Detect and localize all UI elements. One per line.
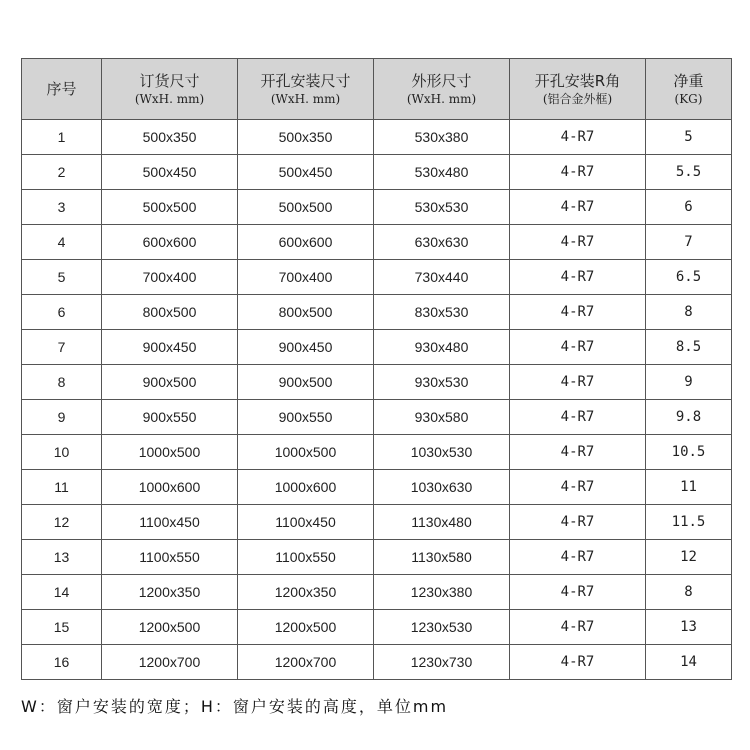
cell-outer-size: 1130x480	[374, 505, 510, 540]
cell-net-weight: 11.5	[646, 505, 732, 540]
table-row	[22, 120, 732, 155]
cell-r-corner: 4-R7	[510, 435, 646, 470]
cell-cutout-size: 900x550	[238, 400, 374, 435]
table-row	[22, 645, 732, 680]
cell-index: 3	[22, 190, 102, 225]
cell-cutout-size: 800x500	[238, 295, 374, 330]
cell-index: 11	[22, 470, 102, 505]
cell-index: 5	[22, 260, 102, 295]
cell-cutout-size: 900x450	[238, 330, 374, 365]
table-row	[22, 540, 732, 575]
cell-cutout-size: 1000x500	[238, 435, 374, 470]
cell-net-weight: 7	[646, 225, 732, 260]
cell-cutout-size: 700x400	[238, 260, 374, 295]
cell-cutout-size: 600x600	[238, 225, 374, 260]
table-row	[22, 260, 732, 295]
cell-net-weight: 6.5	[646, 260, 732, 295]
cell-cutout-size: 1100x450	[238, 505, 374, 540]
cell-net-weight: 13	[646, 610, 732, 645]
header-r-corner	[510, 59, 646, 120]
cell-order-size: 800x500	[102, 295, 238, 330]
cell-net-weight: 8	[646, 295, 732, 330]
header-outer-size-title: 外形尺寸	[411, 72, 472, 90]
table-row	[22, 470, 732, 505]
cell-outer-size: 1230x730	[374, 645, 510, 680]
cell-order-size: 900x450	[102, 330, 238, 365]
cell-r-corner: 4-R7	[510, 155, 646, 190]
cell-r-corner: 4-R7	[510, 470, 646, 505]
header-row	[22, 59, 732, 120]
cell-outer-size: 930x530	[374, 365, 510, 400]
cell-r-corner: 4-R7	[510, 260, 646, 295]
cell-index: 4	[22, 225, 102, 260]
cell-outer-size: 630x630	[374, 225, 510, 260]
cell-outer-size: 930x480	[374, 330, 510, 365]
cell-r-corner: 4-R7	[510, 225, 646, 260]
table-row	[22, 505, 732, 540]
header-net-weight-unit: (KG)	[674, 92, 703, 106]
table-body	[22, 120, 732, 680]
cell-cutout-size: 1100x550	[238, 540, 374, 575]
cell-net-weight: 8.5	[646, 330, 732, 365]
table-row	[22, 610, 732, 645]
cell-index: 12	[22, 505, 102, 540]
cell-outer-size: 1030x630	[374, 470, 510, 505]
header-net-weight	[646, 59, 732, 120]
cell-net-weight: 5	[646, 120, 732, 155]
cell-net-weight: 6	[646, 190, 732, 225]
table-row	[22, 295, 732, 330]
cell-index: 8	[22, 365, 102, 400]
cell-r-corner: 4-R7	[510, 505, 646, 540]
cell-order-size: 500x450	[102, 155, 238, 190]
cell-index: 7	[22, 330, 102, 365]
header-order-size-unit: (WxH. mm)	[134, 92, 205, 106]
header-cutout-size	[238, 59, 374, 120]
cell-index: 1	[22, 120, 102, 155]
table-row	[22, 330, 732, 365]
cell-r-corner: 4-R7	[510, 295, 646, 330]
header-r-corner-note: (铝合金外框)	[542, 92, 613, 106]
cell-order-size: 1200x350	[102, 575, 238, 610]
cell-cutout-size: 1200x700	[238, 645, 374, 680]
cell-r-corner: 4-R7	[510, 365, 646, 400]
cell-cutout-size: 500x500	[238, 190, 374, 225]
cell-order-size: 1100x450	[102, 505, 238, 540]
header-outer-size-unit: (WxH. mm)	[406, 92, 477, 106]
cell-index: 13	[22, 540, 102, 575]
cell-r-corner: 4-R7	[510, 610, 646, 645]
cell-order-size: 1100x550	[102, 540, 238, 575]
cell-order-size: 1200x500	[102, 610, 238, 645]
cell-order-size: 500x500	[102, 190, 238, 225]
cell-net-weight: 5.5	[646, 155, 732, 190]
cell-cutout-size: 500x450	[238, 155, 374, 190]
cell-index: 14	[22, 575, 102, 610]
header-outer-size	[374, 59, 510, 120]
cell-cutout-size: 1200x500	[238, 610, 374, 645]
cell-order-size: 1000x500	[102, 435, 238, 470]
cell-order-size: 600x600	[102, 225, 238, 260]
cell-outer-size: 1230x380	[374, 575, 510, 610]
cell-outer-size: 530x380	[374, 120, 510, 155]
cell-cutout-size: 1200x350	[238, 575, 374, 610]
table-row	[22, 155, 732, 190]
cell-r-corner: 4-R7	[510, 400, 646, 435]
cell-cutout-size: 900x500	[238, 365, 374, 400]
table-row	[22, 365, 732, 400]
header-index	[22, 59, 102, 120]
cell-net-weight: 10.5	[646, 435, 732, 470]
header-cutout-size-unit: (WxH. mm)	[270, 92, 341, 106]
cell-index: 16	[22, 645, 102, 680]
header-cutout-size-title: 开孔安装尺寸	[260, 72, 351, 90]
cell-cutout-size: 1000x600	[238, 470, 374, 505]
header-index-title: 序号	[46, 80, 77, 98]
cell-outer-size: 530x480	[374, 155, 510, 190]
cell-cutout-size: 500x350	[238, 120, 374, 155]
cell-r-corner: 4-R7	[510, 120, 646, 155]
cell-outer-size: 1030x530	[374, 435, 510, 470]
cell-net-weight: 11	[646, 470, 732, 505]
cell-r-corner: 4-R7	[510, 645, 646, 680]
cell-r-corner: 4-R7	[510, 575, 646, 610]
table-row	[22, 225, 732, 260]
cell-r-corner: 4-R7	[510, 540, 646, 575]
cell-order-size: 900x550	[102, 400, 238, 435]
table-row	[22, 400, 732, 435]
cell-net-weight: 9	[646, 365, 732, 400]
cell-order-size: 1200x700	[102, 645, 238, 680]
cell-r-corner: 4-R7	[510, 330, 646, 365]
cell-index: 15	[22, 610, 102, 645]
cell-outer-size: 730x440	[374, 260, 510, 295]
cell-order-size: 900x500	[102, 365, 238, 400]
footnote: W：窗户安装的宽度；H：窗户安装的高度，单位mm	[21, 697, 449, 716]
cell-order-size: 1000x600	[102, 470, 238, 505]
table-row	[22, 575, 732, 610]
cell-outer-size: 830x530	[374, 295, 510, 330]
cell-index: 10	[22, 435, 102, 470]
cell-net-weight: 12	[646, 540, 732, 575]
spec-table	[21, 58, 732, 680]
cell-net-weight: 9.8	[646, 400, 732, 435]
table-row	[22, 190, 732, 225]
cell-order-size: 700x400	[102, 260, 238, 295]
cell-index: 6	[22, 295, 102, 330]
header-order-size-title: 订货尺寸	[139, 72, 200, 90]
table-row	[22, 435, 732, 470]
cell-outer-size: 930x580	[374, 400, 510, 435]
header-net-weight-title: 净重	[673, 72, 704, 90]
cell-index: 9	[22, 400, 102, 435]
cell-r-corner: 4-R7	[510, 190, 646, 225]
header-order-size	[102, 59, 238, 120]
cell-net-weight: 14	[646, 645, 732, 680]
cell-outer-size: 530x530	[374, 190, 510, 225]
cell-outer-size: 1230x530	[374, 610, 510, 645]
cell-net-weight: 8	[646, 575, 732, 610]
cell-index: 2	[22, 155, 102, 190]
cell-outer-size: 1130x580	[374, 540, 510, 575]
header-r-corner-title: 开孔安装R角	[534, 72, 621, 90]
cell-order-size: 500x350	[102, 120, 238, 155]
